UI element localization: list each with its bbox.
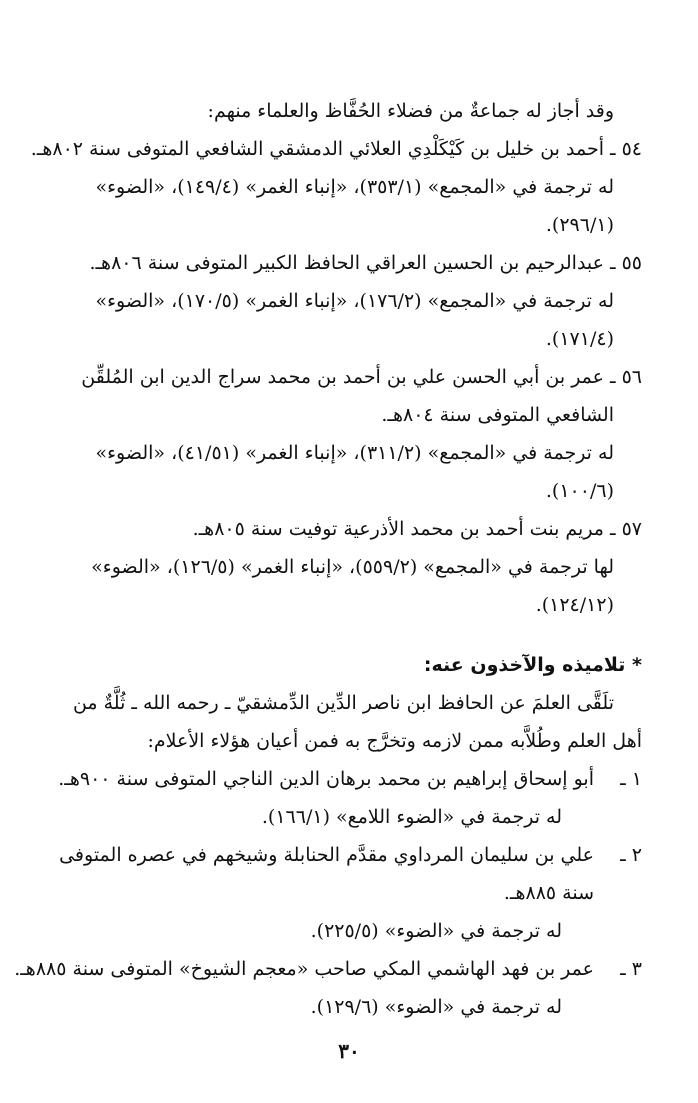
entry-tarjama-line: له ترجمة في «المجمع» (٣١١/٢)، «إنباء الغمر» (٤١/٥١)، «الضوء» [95, 442, 614, 464]
teacher-entry-55 [48, 244, 642, 282]
entry-number: ٥٧ ـ [609, 518, 642, 540]
entry-bio-line: عمر بن أبي الحسن علي بن أحمد بن محمد سراج الدين ابن المُلقِّن [81, 366, 604, 388]
student-entry-2 [48, 836, 642, 912]
entry-tarjama-line: (١٢٤/١٢). [535, 594, 614, 616]
entry-tarjama-line: له ترجمة في «المجمع» (١٧٦/٢)، «إنباء الغمر» (١٧٠/٥)، «الضوء» [95, 290, 614, 312]
entry-bio-line: علي بن سليمان المرداوي مقدَّم الحنابلة وشيخهم في عصره المتوفى [59, 844, 594, 866]
entry-bio-line: أحمد بن خليل بن كَيْكَلْدِي العلائي الدمشقي الشافعي المتوفى سنة ٨٠٢هـ. [30, 138, 604, 160]
entry-bio-line: أبو إسحاق إبراهيم بن محمد برهان الدين الناجي المتوفى سنة ٩٠٠هـ. [58, 768, 594, 790]
section-heading-students: * تلاميذه والآخذون عنه: [423, 654, 642, 676]
teacher-entry-56 [48, 358, 642, 396]
entry-tarjama-line: له ترجمة في «الضوء» (١٢٩/٦). [310, 996, 562, 1018]
entry-number: ٥٥ ـ [609, 252, 642, 274]
section-paragraph-line: أهل العلم وطُلاَّبه ممن لازمه وتخرَّج به فمن أعيان هؤلاء الأعلام: [147, 730, 642, 752]
entry-bio-continuation: الشافعي المتوفى سنة ٨٠٤هـ. [381, 404, 614, 426]
entry-tarjama-line: (١٠٠/٦). [545, 480, 614, 502]
entry-number: ١ ـ [620, 768, 642, 790]
intro-line: وقد أجاز له جماعةٌ من فضلاء الحُفَّاظ والعلماء منهم: [207, 100, 614, 122]
entry-bio-line: عبدالرحيم بن الحسين العراقي الحافظ الكبير المتوفى سنة ٨٠٦هـ. [89, 252, 604, 274]
student-entry-3 [14, 950, 642, 988]
entry-tarjama-line: (٢٩٦/١). [545, 214, 614, 236]
entry-bio-line: مريم بنت أحمد بن محمد الأذرعية توفيت سنة ٨٠٥هـ. [192, 518, 604, 540]
section-paragraph-line: تلَقَّى العلمَ عن الحافظ ابن ناصر الدِّين الدِّمشقيّ ـ رحمه الله ـ ثُلَّةٌ من [72, 692, 614, 714]
entry-number: ٢ ـ [620, 844, 642, 866]
teacher-entry-57 [48, 510, 642, 548]
entry-tarjama-line: لها ترجمة في «المجمع» (٥٥٩/٢)، «إنباء الغمر» (١٢٦/٥)، «الضوء» [91, 556, 614, 578]
entry-number: ٣ ـ [620, 958, 642, 980]
entry-number: ٥٤ ـ [609, 138, 642, 160]
teacher-entry-54 [30, 130, 642, 168]
entry-tarjama-line: له ترجمة في «الضوء» (٢٢٥/٥). [310, 920, 562, 942]
entry-tarjama-line: له ترجمة في «الضوء اللامع» (١٦٦/١). [261, 806, 562, 828]
entry-number: ٥٦ ـ [609, 366, 642, 388]
page-number: ٣٠ [338, 1039, 360, 1063]
entry-tarjama-line: (١٧١/٤). [545, 328, 614, 350]
entry-tarjama-line: له ترجمة في «المجمع» (٣٥٣/١)، «إنباء الغمر» (١٤٩/٤)، «الضوء» [95, 176, 614, 198]
entry-bio-continuation: سنة ٨٨٥هـ. [503, 882, 594, 904]
student-entry-1 [48, 760, 642, 798]
entry-bio-line: عمر بن فهد الهاشمي المكي صاحب «معجم الشيوخ» المتوفى سنة ٨٨٥هـ. [14, 958, 594, 980]
